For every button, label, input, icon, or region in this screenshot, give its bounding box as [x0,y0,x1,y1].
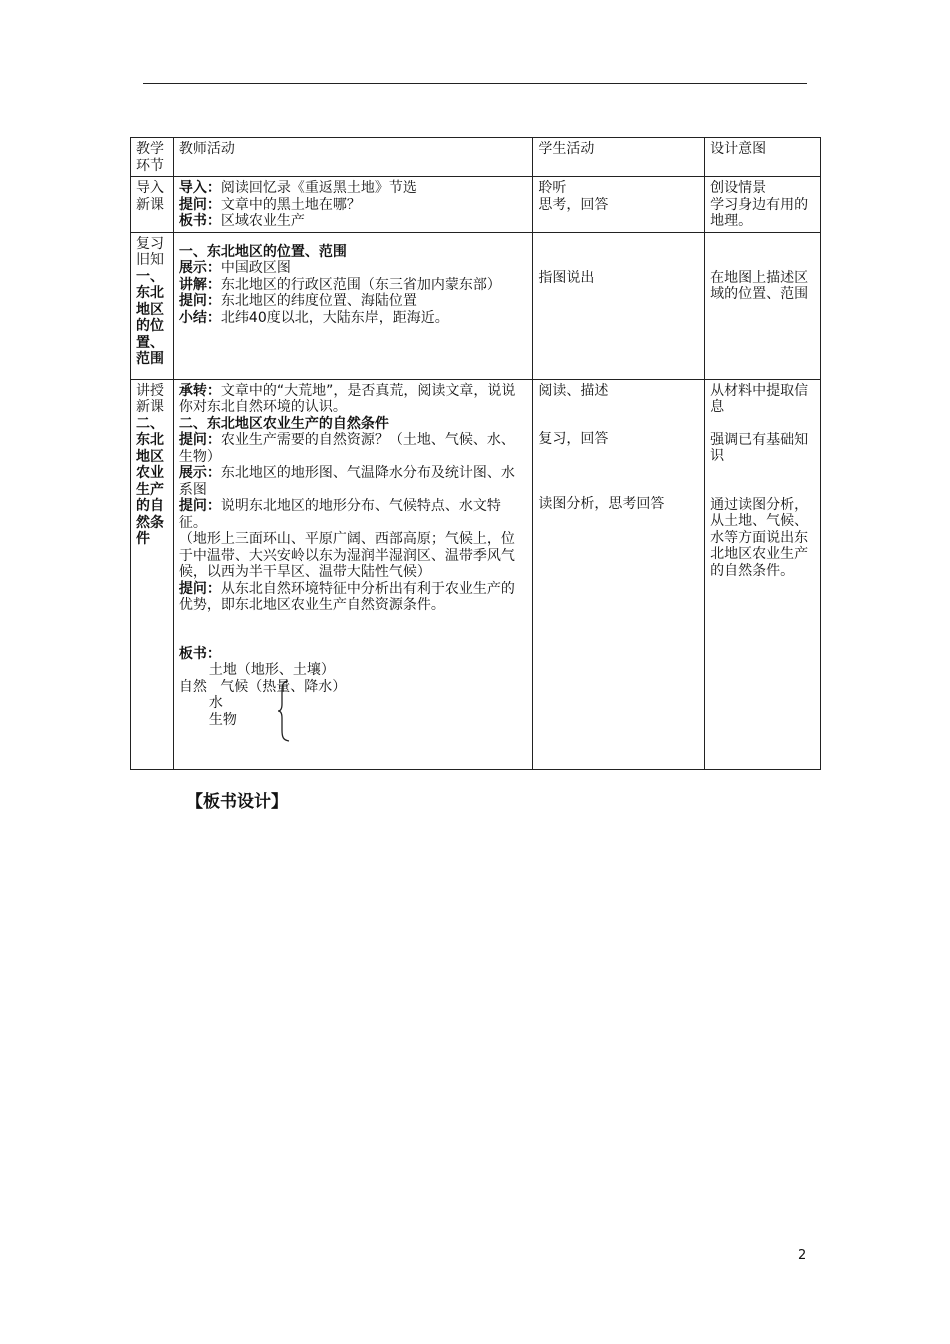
label: 讲解： [178,276,221,293]
design-text: 创设情景 [710,180,767,196]
stage-text: 复习旧知 [136,235,164,268]
brace-icon [277,680,291,742]
stage-cell [131,379,174,769]
header-rule [143,83,807,84]
board-item: 生物 [208,711,237,728]
label: 提问： [178,432,221,448]
label: 提问： [178,580,221,597]
section-heading: 【板书设计】 [186,792,288,812]
label: 提问： [178,196,221,213]
text: 阅读回忆录《重返黑土地》节选 [220,180,417,196]
stage-topic: 一、东北地区的位置、范围 [136,268,164,367]
design-text: 强调已有基础知识 [710,431,809,464]
label: 导入： [178,180,221,196]
label: 提问： [178,498,221,514]
design-cell [705,379,821,769]
stage-text: 讲授新课 [136,382,164,415]
text: 说明东北地区的地形分布、气候特点、水文特征。 [178,498,501,531]
header-teacher: 教师活动 [173,138,532,177]
teacher-cell [173,232,532,379]
table-header-row [131,138,821,177]
label: 板书： [178,213,221,229]
stage-topic: 二、东北地区农业生产的自然条件 [136,415,164,547]
design-text: 从材料中提取信息 [710,382,809,415]
text: 东北地区的地形图、气温降水分布及统计图、水系图 [178,465,515,498]
label: 展示： [178,260,221,276]
board-item: 水 [208,695,223,711]
table-row [131,232,821,379]
design-text: 学习身边有用的地理。 [710,196,809,229]
student-cell [533,232,705,379]
text: 农业生产需要的自然资源？（土地、气候、水、生物） [178,432,515,465]
table-row [131,379,821,769]
text: 中国政区图 [220,260,291,276]
header-student: 学生活动 [533,138,705,177]
teacher-cell [173,177,532,233]
note-text: （地形上三面环山、平原广阔、西部高原；气候上，位于中温带、大兴安岭以东为湿润半湿润区、温带季风气候，以西为半干旱区、温带大陆性气候） [178,531,515,580]
board-label: 板书： [178,645,221,662]
text: 文章中的黑土地在哪？ [220,196,361,213]
label: 承转： [178,382,221,399]
board-item: 土地（地形、土壤） [208,662,335,678]
design-cell [705,177,821,233]
table-row [131,177,821,233]
section-title: 二、东北地区农业生产的自然条件 [178,415,389,432]
lesson-plan-table [130,137,821,770]
text: 从东北自然环境特征中分析出有利于农业生产的优势，即东北地区农业生产自然资源条件。 [178,580,515,613]
design-cell [705,232,821,379]
label: 展示： [178,465,221,481]
stage-cell [131,232,174,379]
student-text: 指图说出 [538,269,595,286]
design-text: 在地图上描述区域的位置、范围 [710,269,809,302]
stage-cell: 导入新课 [131,177,174,233]
board-outline [179,662,527,728]
text: 文章中的“大荒地”，是否真荒，阅读文章，说说你对东北自然环境的认识。 [178,382,516,415]
text: 北纬40度以北，大陆东岸，距海近。 [220,309,449,326]
teacher-cell [173,379,532,769]
student-text: 阅读、描述 [538,382,609,399]
text: 东北地区的纬度位置、海陆位置 [220,293,417,309]
label: 提问： [178,293,221,309]
section-title: 一、东北地区的位置、范围 [178,243,347,260]
text: 东北地区的行政区范围（东三省加内蒙东部） [220,276,501,293]
student-text: 聆听 [538,180,567,196]
student-text: 思考，回答 [538,196,609,213]
student-cell [533,177,705,233]
student-text: 复习，回答 [538,431,609,447]
page-number: 2 [798,1248,807,1263]
student-text: 读图分析，思考回答 [538,495,665,512]
label: 小结： [178,309,221,326]
header-stage: 教学环节 [131,138,174,177]
board-item: 气候（热量、降水） [220,678,347,695]
text: 区域农业生产 [220,213,305,229]
design-text: 通过读图分析，从土地、气候、水等方面说出东北地区农业生产的自然条件。 [710,496,809,579]
student-cell [533,379,705,769]
header-design: 设计意图 [705,138,821,177]
board-root: 自然 [178,678,207,695]
